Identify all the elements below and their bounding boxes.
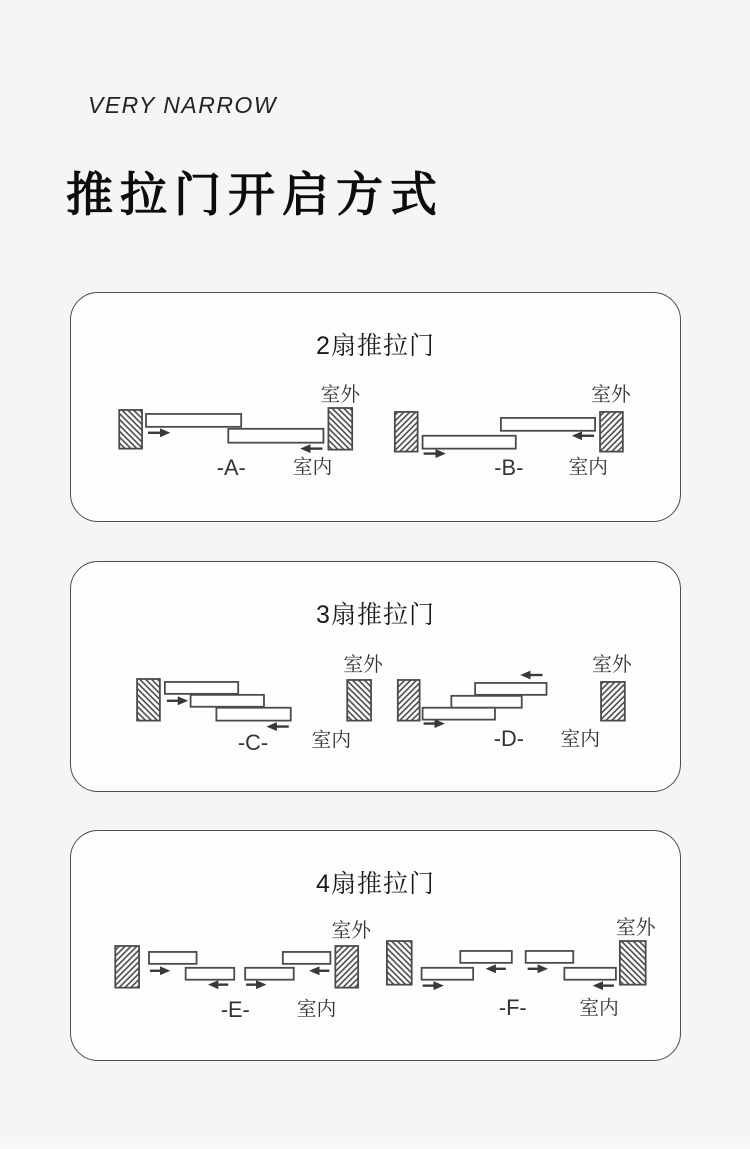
diagram-canvas-4-panel — [71, 831, 680, 1060]
diagram-canvas-2-panel — [71, 293, 680, 521]
door-panel-1 — [475, 683, 546, 695]
diagram-canvas-3-panel — [71, 562, 680, 791]
section-card-3-panel — [70, 561, 681, 792]
indoor-label: 室内 — [296, 998, 337, 1021]
indoor-label: 室内 — [560, 728, 601, 751]
diagram-f — [387, 917, 657, 1020]
diagram-a — [119, 384, 361, 480]
door-panel-2 — [191, 695, 264, 707]
outdoor-label: 室外 — [343, 654, 383, 677]
page-title: 推拉门开启方式 — [66, 168, 444, 221]
diagram-b — [395, 384, 632, 480]
diagram-letter-label: -D- — [493, 725, 524, 751]
door-panel-1 — [146, 414, 241, 427]
diagram-c — [137, 654, 384, 755]
outdoor-label: 室外 — [331, 920, 372, 943]
diagram-letter-label: -A- — [216, 454, 246, 480]
diagram-letter-label: -C- — [237, 729, 269, 755]
door-panel-2 — [423, 436, 516, 449]
wall-post-right — [347, 680, 371, 721]
outdoor-label: 室外 — [320, 384, 361, 407]
wall-post-left — [119, 410, 142, 449]
wall-post-right — [601, 682, 625, 721]
door-panel-2 — [451, 696, 521, 708]
door-panel-3 — [423, 708, 495, 720]
outdoor-label: 室外 — [591, 384, 631, 407]
diagram-letter-label: -E- — [220, 996, 250, 1022]
door-panel-1 — [149, 952, 197, 964]
diagram-d — [398, 654, 633, 751]
wall-post-right — [600, 412, 623, 452]
wall-post-left — [137, 679, 160, 721]
door-panel-4 — [283, 952, 331, 964]
outdoor-label: 室外 — [615, 917, 656, 940]
door-panel-3 — [526, 951, 574, 963]
indoor-label: 室内 — [568, 456, 608, 479]
section-title: 3扇推拉门 — [316, 601, 435, 629]
section-card-4-panel — [70, 830, 681, 1061]
wall-post-left — [387, 941, 412, 985]
door-panel-1 — [422, 968, 474, 980]
outdoor-label: 室外 — [592, 654, 632, 677]
door-panel-3 — [216, 708, 290, 721]
section-title: 4扇推拉门 — [316, 870, 435, 898]
wall-post-left — [115, 946, 139, 988]
wall-post-right — [620, 941, 646, 985]
door-panel-1 — [165, 682, 238, 694]
diagram-letter-label: -F- — [498, 994, 527, 1020]
indoor-label: 室内 — [311, 729, 352, 752]
door-panel-1 — [501, 418, 595, 431]
diagram-letter-label: -B- — [494, 454, 524, 480]
door-panel-2 — [186, 968, 235, 980]
brand-tagline: VERY NARROW — [88, 92, 278, 118]
indoor-label: 室内 — [292, 456, 333, 479]
wall-post-left — [398, 680, 420, 721]
door-panel-4 — [564, 968, 616, 980]
door-panel-2 — [228, 429, 323, 443]
section-card-2-panel — [70, 292, 681, 522]
wall-post-left — [395, 412, 418, 452]
indoor-label: 室内 — [579, 997, 619, 1020]
diagram-e — [115, 920, 372, 1022]
wall-post-right — [328, 408, 352, 450]
door-panel-3 — [245, 968, 294, 980]
wall-post-right — [335, 946, 358, 988]
door-panel-2 — [460, 951, 512, 963]
bottom-edge-strip — [0, 1143, 750, 1149]
section-title: 2扇推拉门 — [316, 332, 435, 360]
